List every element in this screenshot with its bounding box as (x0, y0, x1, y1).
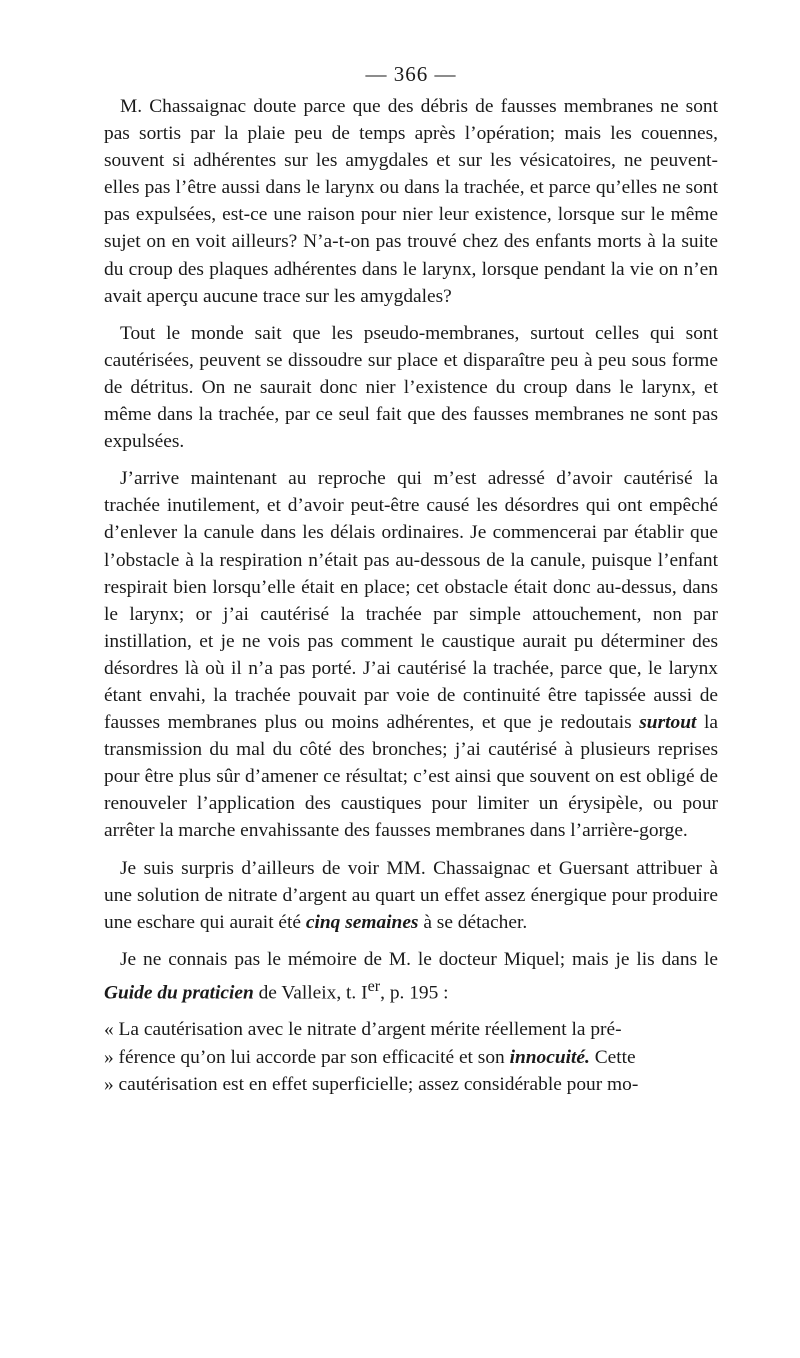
paragraph-4 (104, 855, 718, 936)
paragraph-3-text-a: J’arrive maintenant au reproche qui m’est adressé d’avoir cautérisé la trachée inutilement, et d’avoir peut-être causé les désordres qui ont empêché d’enlever la canule dans les délais ordinaires. Je commencerai par établir que l’obstacle à la respiration n’était pas au-dessous de la canule, puisque l’enfant respirait bien lorsqu’elle était en place; cet obstacle était donc au-dessus, dans le larynx; or j’ai cautérisé la trachée par simple attouchement, non par instillation, et je ne vois pas comment le caustique aurait pu déterminer des désordres là où il n’a pas porté. J’ai cautérisé la trachée, parce que, le larynx étant envahi, la trachée pouvait par voie de continuité être tapissée aussi de fausses membranes plus ou moins adhérentes, et que je redoutais (104, 468, 718, 734)
paragraph-5-emphasis: Guide du praticien (104, 982, 254, 1004)
quotation-line-3: » cautérisation est en effet superficielle; assez considérable pour mo- (104, 1073, 639, 1095)
quotation (104, 1016, 718, 1097)
quotation-emphasis: innocuité. (509, 1046, 590, 1068)
paragraph-5-text-c: , p. 195 : (380, 982, 449, 1004)
paragraph-1: M. Chassaignac doute parce que des débris de fausses membranes ne sont pas sortis par la plaie peu de temps après l’opération; mais les couennes, souvent si adhérentes sur les amygdales et sur les vésicatoires, ne peuvent-elles pas l’être aussi dans le larynx ou dans la trachée, et parce qu’elles ne sont pas expulsées, est-ce une raison pour nier leur existence, lorsque sur le même sujet on en voit ailleurs? N’a-t-on pas trouvé chez des enfants morts à la suite du croup des plaques adhérentes dans le larynx, lorsque pendant la vie on n’en avait aperçu aucune trace sur les amygdales? (104, 96, 718, 307)
document-page (104, 62, 718, 1098)
quotation-line-2 (104, 1044, 718, 1071)
paragraph-3-text-b: la transmission du mal du côté des bronches; j’ai cautérisé à plusieurs reprises pour être plus sûr d’amener ce résultat; c’est ainsi que souvent on est obligé de renouveler l’application des caustiques pour limiter un érysipèle, ou pour arrêter la marche envahissante des fausses membranes dans l’arrière-gorge. (104, 712, 718, 842)
paragraph-5-text-b: de Valleix, t. I (253, 982, 368, 1004)
quotation-line-2-text-a: » férence qu’on lui accorde par son efficacité et son (104, 1046, 510, 1068)
paragraph-5-text-a: Je ne connais pas le mémoire de M. le docteur Miquel; mais je lis dans le (120, 948, 718, 970)
paragraph-3-emphasis: surtout (639, 712, 697, 734)
paragraph-4-text-a: Je suis surpris d’ailleurs de voir MM. Chassaignac et Guersant attribuer à une solution de nitrate d’argent au quart un effet assez énergique pour produire une eschare qui aurait été (104, 857, 718, 933)
quotation-line-2-text-b: Cette (589, 1046, 636, 1068)
quotation-line-1: « La cautérisation avec le nitrate d’argent mérite réellement la pré- (104, 1019, 622, 1041)
paragraph-4-emphasis: cinq semaines (305, 911, 419, 933)
paragraph-3 (104, 465, 718, 844)
paragraph-2: Tout le monde sait que les pseudo-membranes, surtout celles qui sont cautérisées, peuvent se dissoudre sur place et disparaître peu à peu sous forme de détritus. On ne saurait donc nier l’existence du croup dans le larynx, et même dans la trachée, par ce seul fait que des fausses membranes ne sont pas expulsées. (104, 322, 718, 453)
paragraph-4-text-b: à se détacher. (418, 911, 528, 933)
page-number: — 366 — (365, 62, 457, 86)
paragraph-5-superscript: er (367, 977, 381, 995)
paragraph-5 (104, 946, 718, 1007)
